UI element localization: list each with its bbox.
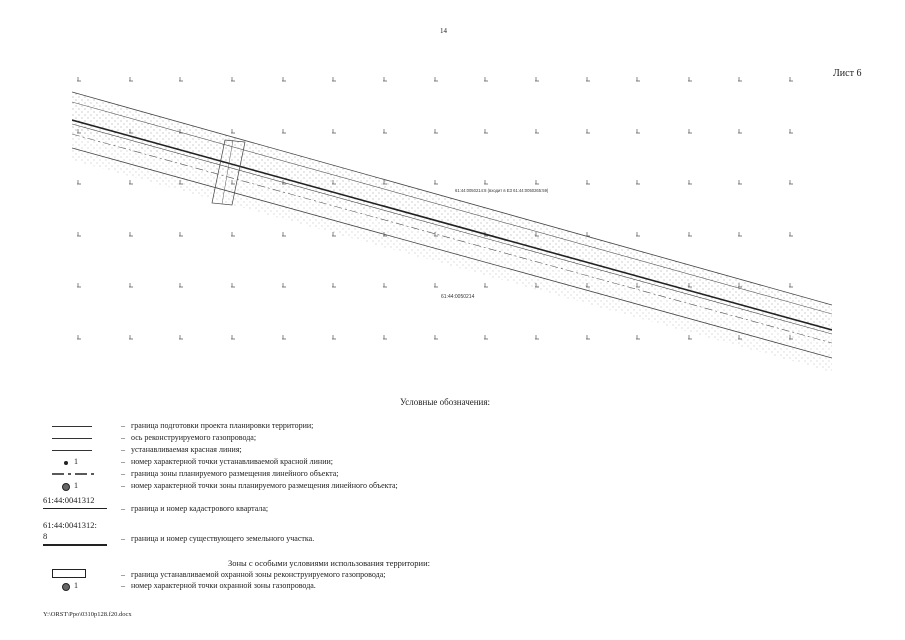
grid-cross-mark: [77, 77, 81, 81]
grid-cross-mark: [484, 180, 488, 184]
project-boundary-top: [72, 92, 832, 305]
page-number: 14: [440, 27, 447, 35]
grid-cross-mark: [179, 283, 183, 287]
grid-cross-mark: [789, 283, 793, 287]
legend-desc: граница зоны планируемого размещения линейного объекта;: [131, 469, 339, 478]
grid-cross-mark: [789, 129, 793, 133]
grid-cross-mark: [179, 335, 183, 339]
zones-desc: номер характерной точки охранной зоны газопровода.: [131, 581, 316, 590]
legend-item-pipeline-axis: – ось реконструируемого газопровода;: [0, 433, 905, 445]
zones-title: Зоны с особыми условиями использования территории:: [228, 558, 430, 568]
grid-cross-mark: [738, 180, 742, 184]
legend-desc: ось реконструируемого газопровода;: [131, 433, 257, 442]
grid-cross-mark: [332, 283, 336, 287]
grid-cross-mark: [129, 335, 133, 339]
legend-desc: номер характерной точки зоны планируемого размещения линейного объекта;: [131, 481, 398, 490]
dash-dot-line-icon: [52, 471, 94, 477]
legend-symbol-line: [52, 450, 92, 451]
legend-title: Условные обозначения:: [400, 397, 491, 407]
grid-cross-mark: [636, 77, 640, 81]
file-path: Y:\ORST\Ppo\0310p128.f20.docx: [43, 611, 132, 618]
rectangle-icon: [52, 569, 86, 578]
grid-cross-mark: [129, 180, 133, 184]
legend-symbol-line: [43, 508, 107, 509]
land-plot-code: 61:44:0041312:: [43, 520, 97, 530]
grid-cross-mark: [586, 232, 590, 236]
grid-cross-mark: [282, 283, 286, 287]
grid-cross-mark: [789, 77, 793, 81]
grid-cross-mark: [484, 335, 488, 339]
zones-symbol-text: 1: [74, 581, 78, 590]
legend-item-red-line-point: 1 – номер характерной точки устанавливаемой красной линии;: [0, 457, 905, 469]
grid-cross-mark: [179, 77, 183, 81]
grid-cross-mark: [179, 232, 183, 236]
grid-cross-mark: [484, 129, 488, 133]
grid-cross-mark: [789, 232, 793, 236]
grid-cross-mark: [332, 129, 336, 133]
grid-cross-mark: [77, 180, 81, 184]
legend-desc: номер характерной точки устанавливаемой красной линии;: [131, 457, 333, 466]
map-label-quarter: 61:44:0050214: [441, 294, 475, 300]
grid-cross-mark: [332, 335, 336, 339]
grid-cross-mark: [434, 77, 438, 81]
grid-cross-mark: [636, 335, 640, 339]
legend-desc: граница и номер существующего земельного участка.: [131, 534, 315, 543]
legend-desc: граница и номер кадастрового квартала;: [131, 504, 269, 513]
grid-cross-mark: [434, 335, 438, 339]
grid-cross-mark: [738, 232, 742, 236]
grid-cross-mark: [738, 129, 742, 133]
legend-item-zone-point: 1 – номер характерной точки зоны планируемого размещения линейного объекта;: [0, 481, 905, 493]
legend-symbol-line: [43, 544, 107, 546]
grid-cross-mark: [129, 283, 133, 287]
map-strip: [72, 92, 832, 372]
grid-cross-mark: [789, 180, 793, 184]
grid-cross-mark: [77, 335, 81, 339]
legend-item-cadastral-quarter: 61:44:0041312 – граница и номер кадастрового квартала;: [43, 495, 269, 513]
grid-cross-mark: [688, 180, 692, 184]
legend-symbol-text: 1: [74, 457, 78, 466]
grid-cross-mark: [434, 283, 438, 287]
project-boundary-bottom: [72, 148, 832, 358]
grid-cross-mark: [688, 335, 692, 339]
grid-cross-mark: [434, 180, 438, 184]
grid-cross-mark: [77, 232, 81, 236]
grid-cross-mark: [332, 77, 336, 81]
cadastral-quarter-code: 61:44:0041312: [43, 495, 95, 505]
grid-cross-mark: [484, 283, 488, 287]
grid-cross-mark: [282, 335, 286, 339]
grid-cross-mark: [535, 77, 539, 81]
land-plot-number: 8: [43, 531, 48, 541]
dotted-area-lower: [72, 125, 832, 372]
grid-cross-mark: [586, 335, 590, 339]
grid-cross-mark: [129, 77, 133, 81]
grid-cross-mark: [434, 129, 438, 133]
zones-item-zone-point: 1 – номер характерной точки охранной зоны газопровода.: [0, 581, 905, 593]
circle-icon: [62, 483, 70, 491]
grid-cross-mark: [231, 335, 235, 339]
legend-item-land-plot: 61:44:0041312: 8 – граница и номер существующего земельного участка.: [0, 520, 905, 550]
legend-desc: устанавливаемая красная линия;: [131, 445, 242, 454]
red-line-upper: [72, 102, 832, 314]
grid-cross-mark: [282, 77, 286, 81]
grid-cross-mark: [636, 180, 640, 184]
grid-cross-mark: [535, 335, 539, 339]
grid-cross-mark: [586, 129, 590, 133]
grid-cross-mark: [535, 180, 539, 184]
grid-cross-mark: [383, 335, 387, 339]
legend-symbol-line: [52, 426, 92, 427]
sheet-label: Лист 6: [833, 68, 862, 79]
grid-cross-mark: [636, 129, 640, 133]
grid-cross-mark: [484, 77, 488, 81]
grid-cross-mark: [231, 283, 235, 287]
grid-cross-mark: [383, 77, 387, 81]
legend-symbol-text: 1: [74, 481, 78, 490]
dot-icon: [64, 461, 68, 465]
grid-cross-mark: [231, 129, 235, 133]
grid-cross-mark: [77, 283, 81, 287]
legend-item-zone-boundary: – граница зоны планируемого размещения линейного объекта;: [0, 469, 905, 481]
grid-cross-mark: [383, 283, 387, 287]
grid-cross-mark: [231, 232, 235, 236]
legend-symbol-line: [52, 438, 92, 439]
grid-cross-mark: [738, 77, 742, 81]
grid-cross-mark: [688, 129, 692, 133]
grid-cross-mark: [282, 129, 286, 133]
map-label-parcel: 61:44:0050214:8 (входит в ЕЗ 61:44:0050265:59): [455, 188, 549, 193]
grid-cross-mark: [688, 232, 692, 236]
legend-desc: граница подготовки проекта планировки территории;: [131, 421, 314, 430]
protected-zone-line: [72, 124, 832, 334]
grid-cross-mark: [535, 129, 539, 133]
grid-cross-mark: [231, 77, 235, 81]
legend-item-project-boundary: – граница подготовки проекта планировки территории;: [0, 421, 905, 433]
grid-cross-mark: [688, 77, 692, 81]
circle-icon: [62, 583, 70, 591]
grid-cross-mark: [586, 180, 590, 184]
grid-cross-mark: [586, 77, 590, 81]
zones-desc: граница устанавливаемой охранной зоны реконструируемого газопровода;: [131, 570, 386, 579]
grid-cross-mark: [636, 232, 640, 236]
grid-cross-mark: [129, 232, 133, 236]
grid-cross-mark: [383, 129, 387, 133]
zones-item-protected-zone: – граница устанавливаемой охранной зоны реконструируемого газопровода;: [0, 569, 905, 581]
grid-cross-mark: [282, 232, 286, 236]
legend-item-red-line: – устанавливаемая красная линия;: [0, 445, 905, 457]
